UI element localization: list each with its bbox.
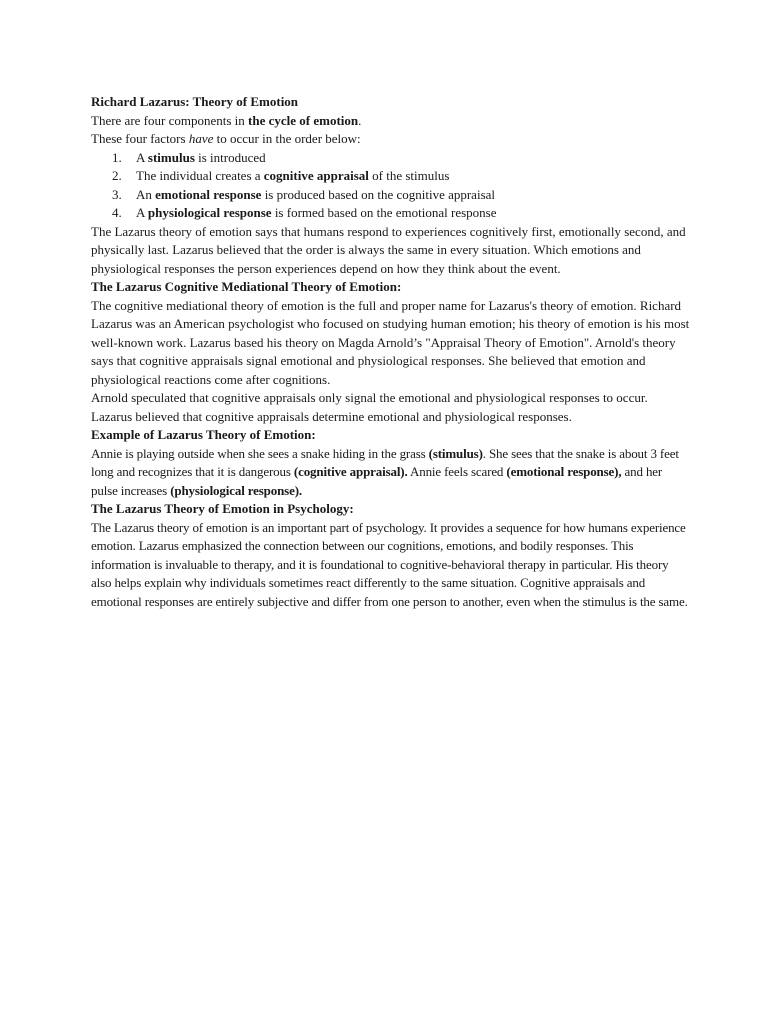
example-paragraph (91, 445, 691, 501)
section-heading-mediational: The Lazarus Cognitive Mediational Theory of Emotion: (91, 279, 402, 294)
intro-line-components (91, 112, 691, 131)
document-page (91, 93, 691, 611)
example-label-appraisal: (cognitive appraisal). (293, 464, 408, 479)
example-label-physiological: (physiological response). (170, 482, 302, 498)
step-term: cognitive appraisal (263, 168, 369, 183)
mediational-paragraph-2: Arnold speculated that cognitive appraisals only signal the emotional and physiological responses to occur. Lazarus believed that cognitive appraisals determine emotional and physiological responses. (91, 390, 648, 424)
list-number: 3. (112, 186, 122, 202)
list-number: 2. (112, 168, 122, 183)
intro-line-order (91, 130, 691, 149)
step-text-end: is formed based on the emotional response (271, 205, 497, 220)
document-title: Richard Lazarus: Theory of Emotion (91, 94, 299, 109)
cycle-steps-list (91, 149, 691, 223)
list-item (91, 204, 691, 223)
step-text: An (136, 186, 156, 202)
example-label-emotional: (emotional response), (506, 464, 622, 479)
section-heading-psychology: The Lazarus Theory of Emotion in Psychology: (91, 501, 354, 516)
step-text-end: is produced based on the cognitive appraisal (261, 186, 496, 202)
list-number: 4. (112, 205, 122, 220)
intro-italic-word: have (188, 131, 214, 146)
list-item (91, 186, 691, 205)
step-term: stimulus (147, 149, 195, 165)
step-term: emotional response (155, 186, 262, 202)
intro-text: There are four components in (91, 112, 249, 128)
mediational-paragraph-1: The cognitive mediational theory of emotion is the full and proper name for Lazarus's theory of emotion. Richard Lazarus was an American psychologist who focused on studying human emotion; his theory of emotion is his most well-known work. Lazarus based his theory on Magda Arnold’s "Appraisal Theory of Emotion". Arnold's theory says that cognitive appraisals signal emotional and physiological responses. She believed that emotion and physiological reactions come after cognitions. (91, 297, 690, 387)
intro-text-end: to occur in the order below: (213, 131, 361, 146)
step-text: A (136, 205, 148, 220)
list-item (91, 167, 691, 186)
example-text: and her pulse increases (91, 464, 663, 498)
step-text: A (136, 149, 148, 165)
step-text-end: of the stimulus (368, 168, 450, 183)
step-term: physiological response (147, 205, 272, 220)
example-text: Annie feels scared (407, 464, 507, 479)
list-number: 1. (112, 149, 122, 165)
example-label-stimulus: (stimulus) (428, 445, 483, 461)
summary-paragraph: The Lazarus theory of emotion says that humans respond to experiences cognitively first, emotionally second, and physically last. Lazarus believed that the order is always the same in every situation. Which emotions and physiological responses the person experiences depend on how they think about the event. (91, 223, 686, 276)
example-text: Annie is playing outside when she sees a snake hiding in the grass (91, 445, 429, 461)
list-item (91, 149, 691, 168)
intro-bold-phrase: the cycle of emotion (248, 112, 359, 128)
example-text: . She sees that the snake is about 3 feet long and recognizes that it is dangerous (91, 445, 679, 479)
section-heading-example: Example of Lazarus Theory of Emotion: (91, 427, 316, 442)
step-text: The individual creates a (136, 168, 264, 183)
intro-text: These four factors (91, 131, 189, 146)
psychology-paragraph: The Lazarus theory of emotion is an important part of psychology. It provides a sequence for how humans experience emotion. Lazarus emphasized the connection between our cognitions, emotions, and bodily responses. This information is invaluable to therapy, and it is foundational to cognitive-behavioral therapy in particular. His theory also helps explain why individuals sometimes react differently to the same situation. Cognitive appraisals and emotional responses are entirely subjective and differ from one person to another, even when the stimulus is the same. (91, 519, 688, 609)
intro-text-end: . (358, 112, 362, 128)
step-text-end: is introduced (194, 149, 266, 165)
